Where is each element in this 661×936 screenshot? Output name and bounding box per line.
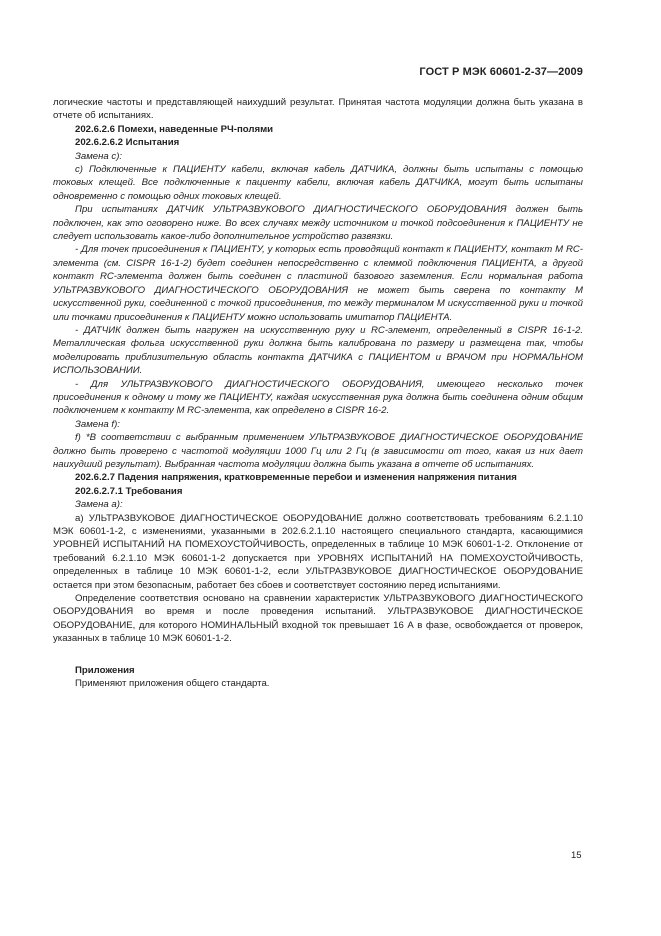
- document-header: ГОСТ Р МЭК 60601-2-37—2009: [419, 66, 583, 78]
- paragraph: Замена f):: [75, 418, 120, 430]
- paragraph: Замена c):: [75, 150, 123, 162]
- paragraph: Применяют приложения общего стандарта.: [75, 678, 270, 690]
- paragraph: логические частоты и представляющей наихудший результат. Принятая частота модуляции должна быть указана в отчете об испытаниях.: [53, 97, 583, 122]
- paragraph: - Для точек присоединения к ПАЦИЕНТУ, у которых есть проводящий контакт к ПАЦИЕНТУ, контакт М RC-элемента (см. CISPR 16-1-2) будет соединен непосредственно с клеммой подключения ПАЦИЕНТА, а другой контакт RC-элемента должен быть соединен с пластиной базового заземления. Если нормальная работа УЛЬТРАЗВУКОВОГО ДИАГНОСТИЧЕСКОГО ОБОРУДОВАНИЯ не может быть сверена по контакту М искусственной руки, соединенной с точкой присоединения, то между терминалом М искусственной руки и точкой или точками присоединения к ПАЦИЕНТУ можно использовать имитатор ПАЦИЕНТА.: [53, 244, 583, 323]
- paragraph: Определение соответствия основано на сравнении характеристик УЛЬТРАЗВУКОВОГО ДИАГНОСТИЧЕСКОГО ОБОРУДОВАНИЯ во время и после проведения испытаний. УЛЬТРАЗВУКОВОЕ ДИАГНОСТИЧЕСКОЕ ОБОРУДОВАНИЕ, для которого НОМИНАЛЬНЫЙ входной ток превышает 16 А в фазе, освобождается от проверок, указанных в таблице 10 МЭК 60601-1-2.: [53, 593, 583, 645]
- section-heading: 202.6.2.7 Падения напряжения, кратковременные перебои и изменения напряжения питания: [75, 472, 517, 484]
- paragraph: При испытаниях ДАТЧИК УЛЬТРАЗВУКОВОГО ДИАГНОСТИЧЕСКОГО ОБОРУДОВАНИЯ должен быть подключен, как это оговорено ниже. Во всех случаях между источником и точкой подсоединения к ПАЦИЕНТУ не следует использовать какое-либо дополнительное устройство развязки.: [53, 204, 583, 243]
- page-number: 15: [571, 850, 582, 861]
- section-heading: Приложения: [75, 664, 135, 676]
- section-heading: 202.6.2.7.1 Требования: [75, 485, 183, 497]
- paragraph: c) Подключенные к ПАЦИЕНТУ кабели, включая кабель ДАТЧИКА, должны быть испытаны с помощью токовых клещей. Все подключенные к пациенту кабели, включая кабель ДАТЧИКА, могут быть испытаны одновременно с помощью одних токовых клещей.: [53, 164, 583, 202]
- paragraph: - ДАТЧИК должен быть нагружен на искусственную руку и RC-элемент, определенный в CISPR 16-1-2. Металлическая фольга искусственной руки должна быть калибрована по размеру и размещена так, чтобы моделировать приблизительную область контакта ДАТЧИКА с ПАЦИЕНТОМ и ВРАЧОМ при НОРМАЛЬНОМ ИСПОЛЬЗОВАНИИ.: [53, 324, 583, 377]
- paragraph: Замена а):: [75, 499, 123, 511]
- section-heading: 202.6.2.6 Помехи, наведенные РЧ-полями: [75, 123, 274, 135]
- paragraph: f) *В соответствии с выбранным применением УЛЬТРАЗВУКОВОЕ ДИАГНОСТИЧЕСКОЕ ОБОРУДОВАНИЕ должно быть проверено с частотой модуляции 1000 Гц или 2 Гц (в зависимости от того, какая из них дает наихудший результат). Выбранная частота модуляции должна быть указана в отчете об испытаниях.: [53, 432, 583, 470]
- paragraph: а) УЛЬТРАЗВУКОВОЕ ДИАГНОСТИЧЕСКОЕ ОБОРУДОВАНИЕ должно соответствовать требованиям 6.2.1.10 МЭК 60601-1-2, с изменениями, указанными в 202.6.2.1.10 настоящего специального стандарта, касающимися УРОВНЕЙ ИСПЫТАНИЙ НА ПОМЕХОУСТОЙЧИВОСТЬ, определенных в таблице 10 МЭК 60601-1-2. Отклонение от требований 6.2.1.10 МЭК 60601-1-2 допускается при УРОВНЯХ ИСПЫТАНИЙ НА ПОМЕХОУСТОЙЧИВОСТЬ, определенных в таблице 10 МЭК 60601-1-2, если УЛЬТРАЗВУКОВОЕ ДИАГНОСТИЧЕСКОЕ ОБОРУДОВАНИЕ остается при этом безопасным, работает без сбоев и соответствует состоянию перед испытаниями.: [53, 512, 583, 591]
- paragraph: - Для УЛЬТРАЗВУКОВОГО ДИАГНОСТИЧЕСКОГО ОБОРУДОВАНИЯ, имеющего несколько точек присоединения к одному и тому же ПАЦИЕНТУ, каждая искусственная рука должна быть соединена одним общим подключением к контакту М RC-элемента, как определено в CISPR 16-2.: [53, 378, 583, 417]
- section-gap: [53, 646, 583, 664]
- section-heading: 202.6.2.6.2 Испытания: [75, 137, 180, 149]
- document-body: [53, 96, 583, 690]
